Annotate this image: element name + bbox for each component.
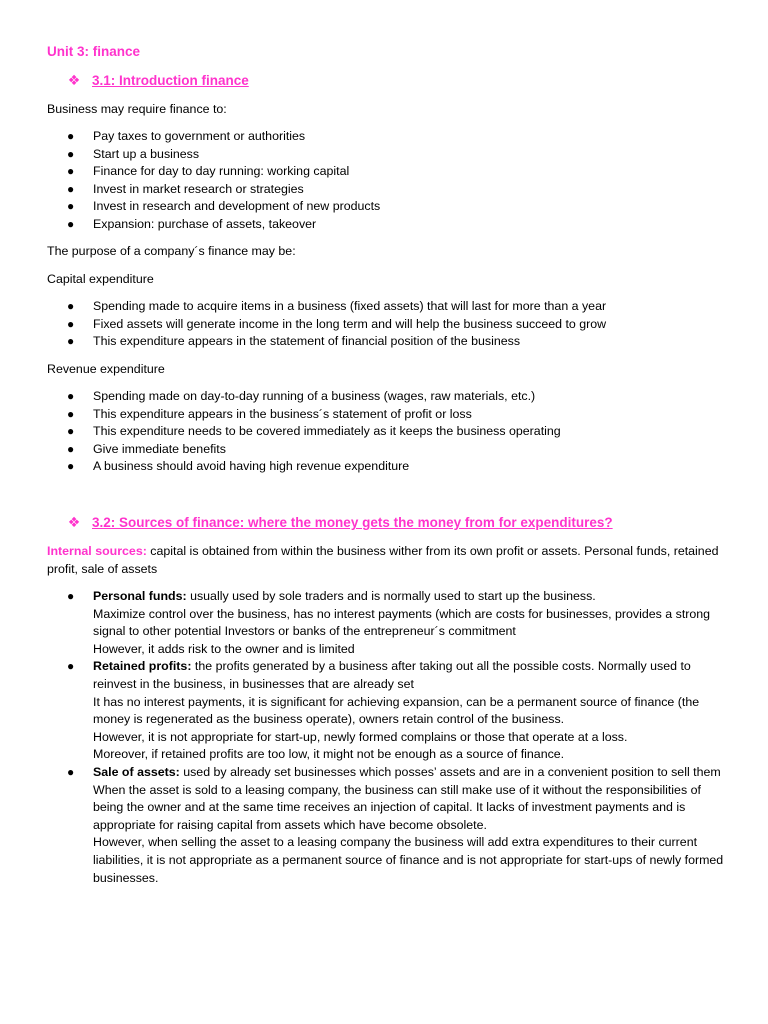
list-item: [0, 298, 768, 316]
diamond-bullet-icon: ❖: [67, 72, 81, 88]
bullet-icon: ●: [67, 459, 75, 474]
list-item-text: Spending made on day-to-day running of a business (wages, raw materials, etc.): [93, 389, 536, 403]
internal-sources-text: capital is obtained from within the business wither from its own profit or assets. Personal funds, retained profit, sale of assets: [47, 544, 719, 576]
sources-list: [0, 588, 768, 887]
list-item-line: [93, 764, 728, 782]
bullet-icon: ●: [67, 129, 75, 143]
list-item-sale-of-assets: [0, 764, 768, 887]
list-item-text: A business should avoid having high revenue expenditure: [93, 459, 410, 474]
list-item-line: Moreover, if retained profits are too low, it might not be enough as a source of finance.: [93, 747, 565, 762]
section-heading-text: 3.2: Sources of finance: where the money gets the money from for expenditures?: [92, 515, 613, 530]
list-item-text: Fixed assets will generate income in the long term and will help the business succeed to grow: [93, 316, 607, 331]
list-item-line: However, it is not appropriate for start-up, newly formed complains or those that operate at a loss.: [93, 729, 628, 744]
list-item: [0, 181, 768, 199]
list-item-line: [93, 658, 728, 693]
bullet-icon: ●: [67, 406, 75, 421]
revenue-label: Revenue expenditure: [47, 362, 165, 376]
list-item-text: Spending made to acquire items in a business (fixed assets) that will last for more than a year: [93, 299, 607, 313]
list-item-line: However, it adds risk to the owner and is limited: [93, 641, 355, 656]
list-item-line: [93, 588, 728, 606]
list-item-text: This expenditure needs to be covered immediately as it keeps the business operating: [93, 424, 561, 439]
list-item-text: This expenditure appears in the statement of financial position of the business: [93, 334, 521, 349]
bullet-icon: ●: [67, 334, 75, 349]
list-item: [0, 128, 768, 146]
list-item: [0, 333, 768, 351]
list-item-line: It has no interest payments, it is significant for achieving expansion, can be a permanent source of finance (the money is regenerated as the business operate), owners retain control of the business.: [93, 694, 700, 727]
list-item-line: However, when selling the asset to a leasing company the business will add extra expenditures to their current liabilities, it is not appropriate as a permanent source of finance and is not appropriate for start-ups of newly formed businesses.: [93, 835, 724, 885]
list-item-text: Invest in market research or strategies: [93, 181, 304, 196]
list-item: [0, 423, 768, 441]
unit-title: Unit 3: finance: [47, 44, 141, 59]
bullet-icon: ●: [67, 424, 75, 439]
list-item-text: Give immediate benefits: [93, 441, 226, 456]
list-item-text: Expansion: purchase of assets, takeover: [93, 216, 317, 231]
list-item: [0, 163, 768, 181]
term-text: used by already set businesses which posses’ assets and are in a convenient position to sell them: [179, 764, 721, 779]
capital-list: [0, 298, 768, 351]
bullet-icon: ●: [67, 659, 75, 674]
bullet-icon: ●: [67, 216, 75, 231]
bullet-icon: ●: [67, 164, 75, 179]
list-item: [0, 441, 768, 459]
term-label: Sale of assets:: [93, 764, 180, 779]
section-heading-3-1: [66, 72, 249, 90]
intro-paragraph: Business may require finance to:: [47, 102, 227, 116]
term-text: usually used by sole traders and is normally used to start up the business.: [186, 589, 596, 603]
term-label: Personal funds:: [93, 589, 187, 603]
revenue-list: [0, 388, 768, 476]
list-item-retained-profits: [0, 658, 768, 764]
list-item-text: Start up a business: [93, 146, 200, 161]
bullet-icon: ●: [67, 589, 75, 603]
bullet-icon: ●: [67, 299, 75, 313]
list-item-text: Finance for day to day running: working capital: [93, 164, 350, 179]
list-item: [0, 316, 768, 334]
list-item: [0, 198, 768, 216]
bullet-icon: ●: [67, 389, 75, 403]
bullet-icon: ●: [67, 441, 75, 456]
list-item-text: Invest in research and development of new products: [93, 199, 381, 214]
term-label: Retained profits:: [93, 659, 192, 674]
list-item: [0, 388, 768, 406]
term-text: the profits generated by a business after taking out all the possible costs. Normally used to reinvest in the business, in businesses that are already set: [93, 659, 691, 691]
internal-sources-label: Internal sources:: [47, 544, 147, 558]
capital-label: Capital expenditure: [47, 272, 154, 286]
list-item-line: When the asset is sold to a leasing company, the business can still make use of it without the responsibilities of being the owner and at the same time receives an injection of capital. It lacks of investment payments and is appropriate for raising capital from assets which have become obsolete.: [93, 782, 701, 832]
bullet-icon: ●: [67, 199, 75, 214]
list-item-personal-funds: [0, 588, 768, 658]
require-list: [0, 128, 768, 234]
section-heading-text: 3.1: Introduction finance: [92, 73, 249, 88]
list-item: [0, 406, 768, 424]
list-item: [0, 146, 768, 164]
bullet-icon: ●: [67, 181, 75, 196]
purpose-paragraph: The purpose of a company´s finance may be:: [47, 244, 296, 258]
diamond-bullet-icon: ❖: [67, 514, 81, 530]
section-heading-3-2: [66, 514, 613, 532]
list-item-text: Pay taxes to government or authorities: [93, 129, 306, 143]
internal-sources-paragraph: [47, 543, 727, 578]
list-item-text: This expenditure appears in the business´s statement of profit or loss: [93, 406, 472, 421]
bullet-icon: ●: [67, 316, 75, 331]
list-item: [0, 458, 768, 476]
bullet-icon: ●: [67, 764, 75, 779]
list-item: [0, 216, 768, 234]
list-item-line: Maximize control over the business, has no interest payments (which are costs for businesses, provides a strong signal to other potential Investors or banks of the entrepreneur´s commitment: [93, 606, 711, 639]
bullet-icon: ●: [67, 146, 75, 161]
